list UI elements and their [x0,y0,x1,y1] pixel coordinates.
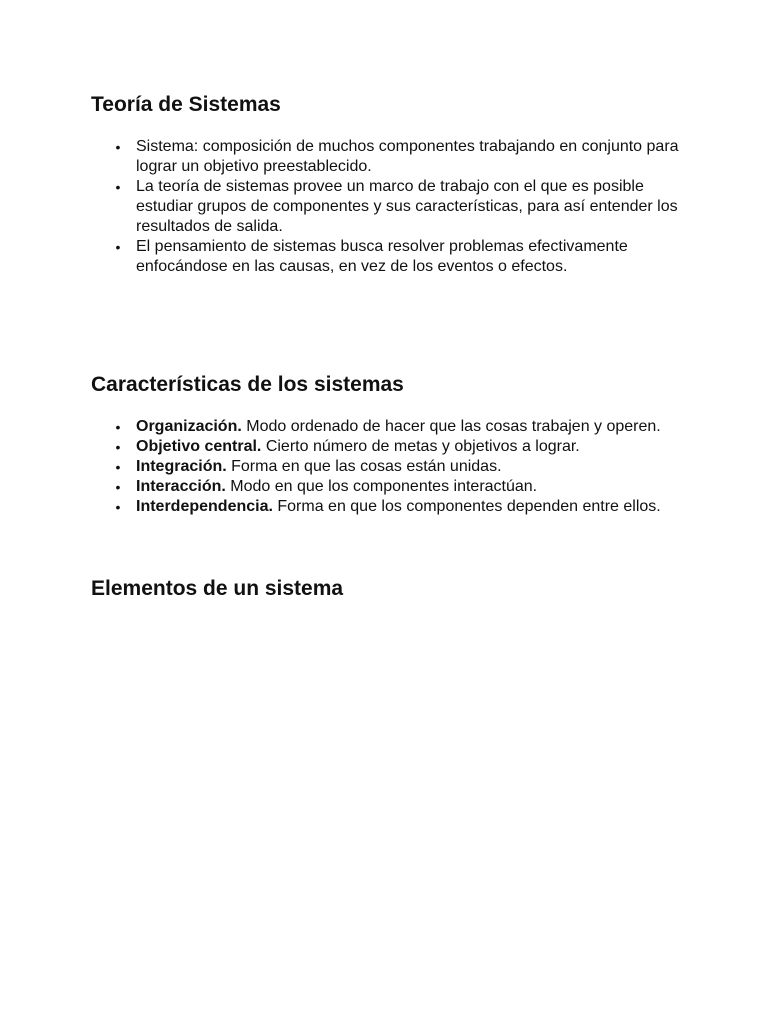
list-item [91,477,691,497]
list-item [91,437,691,457]
section-teoria-de-sistemas [91,92,691,277]
list-item-term: Interacción. [136,478,226,495]
bullet-icon: • [115,179,121,195]
list-item [91,237,691,277]
section-heading: Elementos de un sistema [91,577,344,600]
bullet-icon: • [115,479,121,495]
section-elementos [91,576,691,602]
list-item-text: Modo en que los componentes interactúan. [225,478,538,495]
section-caracteristicas [91,372,691,517]
bullet-icon: • [115,499,121,515]
list-item [91,177,691,237]
list-item-text: Forma en que las cosas están unidas. [226,458,502,475]
list-item-text: Forma en que los componentes dependen entre ellos. [272,498,661,515]
list-item-term: Objetivo central. [136,438,262,455]
list-item [91,497,691,517]
bullet-icon: • [115,139,121,155]
bullet-icon: • [115,419,121,435]
list-item-term: Interdependencia. [136,498,273,515]
list-item [91,417,691,437]
list-item-term: Organización. [136,418,242,435]
bullet-icon: • [115,459,121,475]
section-heading: Teoría de Sistemas [91,93,281,116]
list-item-text: Modo ordenado de hacer que las cosas trabajen y operen. [241,418,661,435]
bullet-list [91,417,691,517]
list-item [91,137,691,177]
list-item-text: La teoría de sistemas provee un marco de trabajo con el que es posible estudiar grupos de componentes y sus características, para así entender los resultados de salida. [136,178,678,235]
bullet-icon: • [115,439,121,455]
list-item [91,457,691,477]
section-heading: Características de los sistemas [91,373,404,396]
bullet-icon: • [115,239,121,255]
list-item-term: Integración. [136,458,227,475]
bullet-list [91,137,691,277]
list-item-text: Cierto número de metas y objetivos a lograr. [261,438,580,455]
list-item-text: Sistema: composición de muchos componentes trabajando en conjunto para lograr un objetivo preestablecido. [136,138,679,175]
list-item-text: El pensamiento de sistemas busca resolver problemas efectivamente enfocándose en las causas, en vez de los eventos o efectos. [136,238,628,275]
